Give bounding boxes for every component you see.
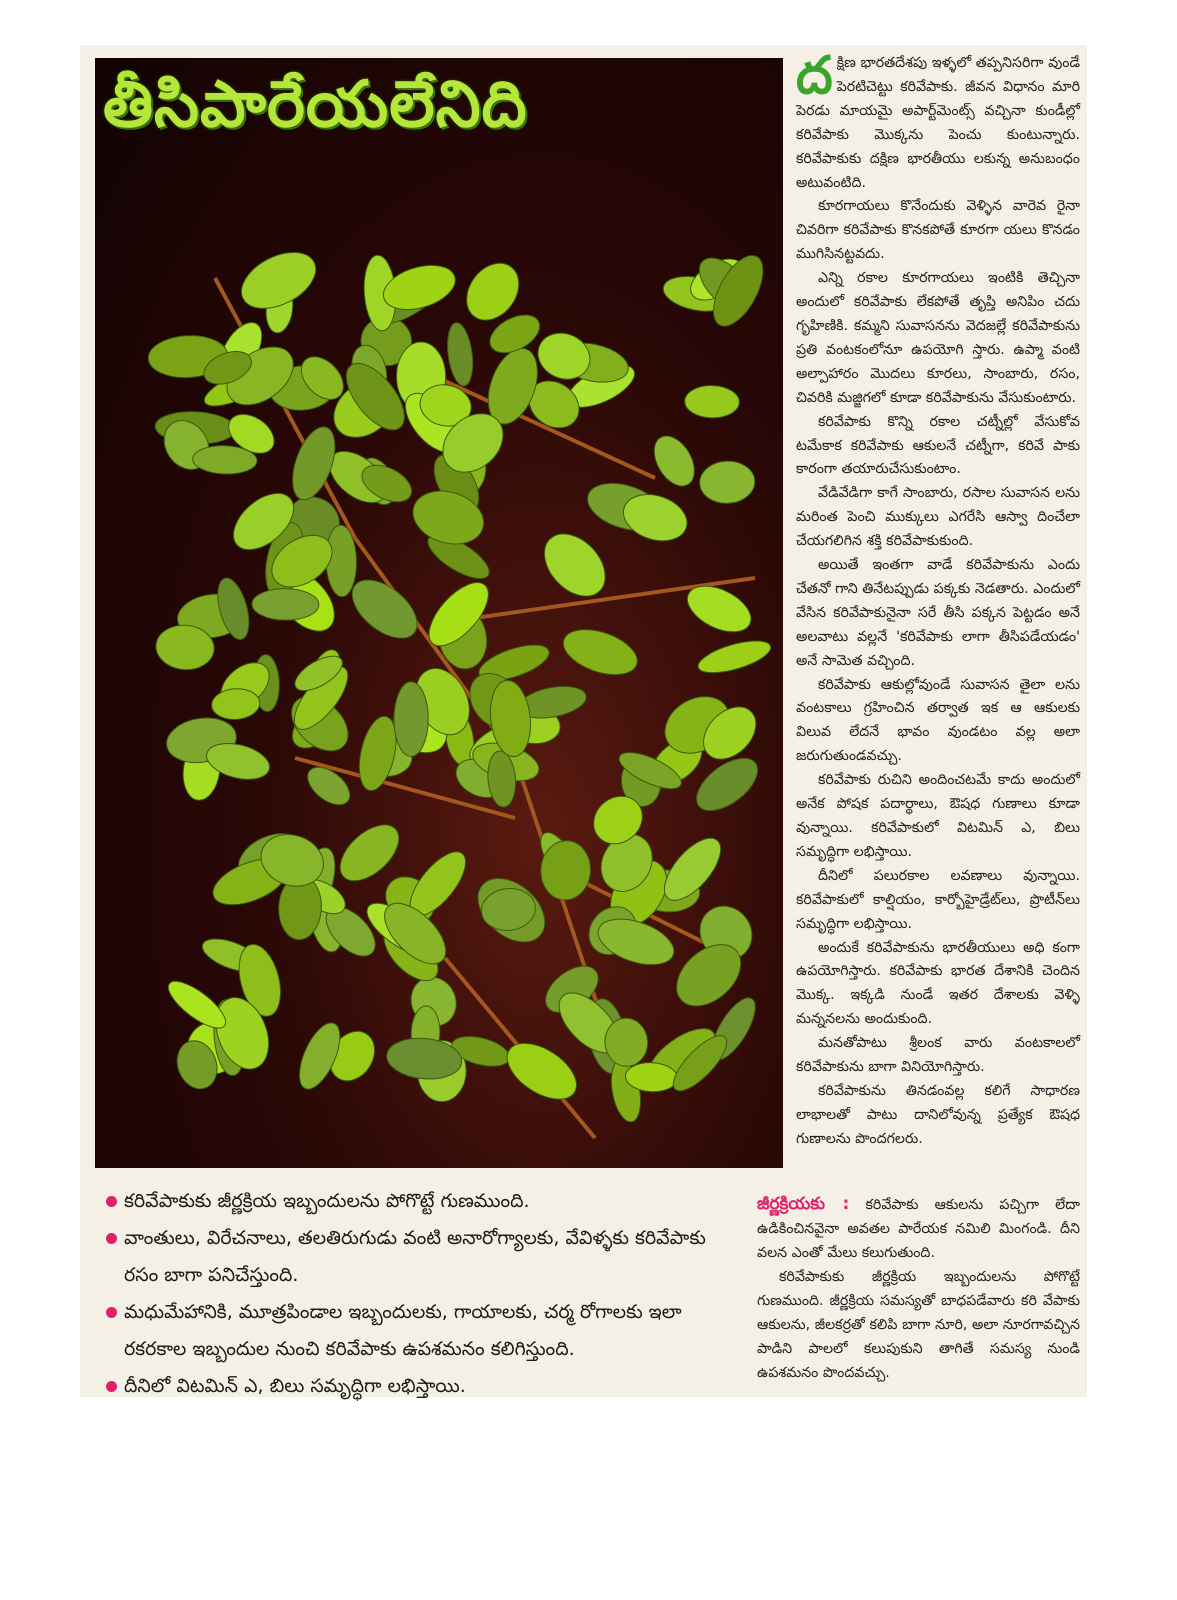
paragraph: కరివేపాకు కొన్ని రకాల చట్నీల్లో వేసుకోవ టమేకాక కరివేపాకు ఆకులనే చట్నీగా, కరివే పాకు కారంగా తయారుచేసుకుంటాం. — [796, 413, 1080, 478]
bullet-item: మధుమేహానికి, మూత్రపిండాల ఇబ్బందులకు, గాయాలకు, చర్మ రోగాలకు ఇలా రకరకాల ఇబ్బందుల నుంచి కరివేపాకు ఉపశమనం కలిగిస్తుంది. — [104, 1294, 744, 1368]
paragraph: కూరగాయలు కొనేందుకు వెళ్ళిన వారెవ రైనా చివరిగా కరివేపాకు కొనకపోతే కూరగా యలు కొనడం ముగిసినట్టవదు. — [796, 198, 1080, 263]
leaf — [684, 385, 739, 418]
paragraph-1: దక్షిణ భారతదేశపు ఇళ్ళలో తప్పనిసరిగా వుండే పెరటిచెట్టు కరివేపాకు. జీవన విధానం మారి పెరడు మాయమై అపార్ట్‌మెంట్స్ వచ్చినా కుండీల్లో కరివేపాకు మొక్కను పెంచు కుంటున్నారు. కరివేపాకుకు దక్షిణ భారతీయు లకున్న అనుబంధం అటువంటిది. — [796, 46, 1080, 191]
paragraph: అందుకే కరివేపాకును భారతీయులు అధి కంగా ఉపయోగిస్తారు. కరివేపాకు భారత దేశానికి చెందిన మొక్క. ఇక్కడి నుండే ఇతర దేశాలకు వెళ్ళి మన్ననలను అందుకుంది. — [796, 939, 1080, 1028]
paragraph: వేడివేడిగా కాగే సాంబారు, రసాల సువాసన లను మరింత పెంచి ముక్కులు ఎగరేసి ఆస్వా దించేలా చేయగలిగిన శక్తి కరివేపాకుకుంది. — [796, 485, 1080, 550]
bullet-dot-icon — [106, 1233, 117, 1244]
bullet-item: కరివేపాకుకు జీర్ణక్రియ ఇబ్బందులను పోగొట్టే గుణముంది. — [104, 1183, 744, 1220]
leaf — [444, 321, 476, 387]
paragraph: కరివేపాకు ఆకుల్లోవుండే సువాసన తైలా లను వంటకాలు గ్రహించిన తర్వాత ఇక ఆ ఆకులకు విలువ లేదనే భావం వుండటం వల్ల అలా జరుగుతుండవచ్చు. — [796, 676, 1080, 765]
leaf — [394, 682, 428, 757]
bullet-dot-icon — [106, 1307, 117, 1318]
bullet-list — [104, 1183, 744, 1405]
paragraph: ఎన్ని రకాల కూరగాయలు ఇంటికి తెచ్చినా అందులో కరివేపాకు లేకపోతే తృప్తి అనిపిం చదు గృహిణికి. కమ్మని సువాసనను వెదజల్లే కరివేపాకును ప్రతి వంటకంలోనూ ఉపయోగి స్తారు. ఉప్మా వంటి అల్పాహారం మొదలు కూరలు, సాంబారు, రసం, చివరికి మజ్జిగలో కూడా కరివేపాకును వేసుకుంటారు. — [796, 270, 1080, 406]
leaves-illustration — [95, 58, 783, 1168]
paragraph: దీనిలో పలురకాల లవణాలు వున్నాయి. కరివేపాకులో కాల్షియం, కార్బోహైడ్రేట్‌లు, ప్రొటీన్‌లు సమృద్ధిగా లభిస్తాయి. — [796, 867, 1080, 932]
bullet-dot-icon — [106, 1196, 117, 1207]
tip-lead: కరివేపాకు ఆకులను పచ్చిగా లేదా ఉడికించినవైనా అవతల పారేయక నమిలి మింగండి. దీని వలన ఎంతో మేలు కలుగుతుంది. — [757, 1197, 1080, 1261]
leaf — [532, 522, 617, 608]
leaf — [252, 588, 319, 620]
leaf — [695, 634, 774, 679]
leaf — [646, 429, 703, 493]
leaf — [699, 460, 756, 505]
drop-cap: ద — [796, 46, 833, 106]
bullet-item: వాంతులు, విరేచనాలు, తలతిరుగుడు వంటి అనారోగ్యాలకు, వేవిళ్ళకు కరివేపాకు రసం బాగా పనిచేస్తుంది. — [104, 1220, 744, 1294]
bullet-dot-icon — [106, 1381, 117, 1392]
curry-leaves-photo — [95, 58, 783, 1168]
leaf — [558, 621, 643, 683]
paragraph: మనతోపాటు శ్రీలంక వారు వంటకాలలో కరివేపాకును బాగా వినియోగిస్తారు. — [796, 1035, 1080, 1076]
article-body — [796, 46, 1080, 1152]
bullet-item: దీనిలో విటమిన్ ఎ, బిలు సమృద్ధిగా లభిస్తాయి. — [104, 1368, 744, 1405]
digestion-tip — [757, 1192, 1080, 1385]
leaf — [498, 1032, 587, 1111]
tip-heading: జీర్ణక్రియకు : — [757, 1194, 850, 1214]
tip-paragraph: కరివేపాకుకు జీర్ణక్రియ ఇబ్బందులను పోగొట్టే గుణముంది. జీర్ణక్రియ సమస్యతో బాధపడేవారు కరి వేపాకు ఆకులను, జీలకర్రతో కలిపి బాగా నూరి, అలా నూరగావచ్చిన పాడిని పాలలో కలుపుకుని తాగితే సమస్య నుండి ఉపశమనం పొందవచ్చు. — [757, 1269, 1080, 1381]
paragraph: కరివేపాకును తినడంవల్ల కలిగే సాధారణ లాభాలతో పాటు దానిలోవున్న ప్రత్యేక ఔషధ గుణాలను పొందగలరు. — [796, 1082, 1080, 1147]
paragraph: అయితే ఇంతగా వాడే కరివేపాకును ఎందు చేతనో గాని తినేటప్పుడు పక్కకు నెడతారు. ఎందులో వేసిన కరివేపాకునైనా సరే తీసి పక్కన పెట్టడం అనే అలవాటు వల్లనే 'కరివేపాకు లాగా తీసిపడేయడం' అనే సామెత వచ్చింది. — [796, 557, 1080, 669]
article-title: తీసిపారేయలేనిది — [103, 68, 528, 142]
paragraph: కరివేపాకు రుచిని అందించటమే కాదు అందులో అనేక పోషక పదార్థాలు, ఔషధ గుణాలు కూడా వున్నాయి. కరివేపాకులో విటమిన్ ఎ, బిలు సమృద్ధిగా లభిస్తాయి. — [796, 772, 1080, 860]
